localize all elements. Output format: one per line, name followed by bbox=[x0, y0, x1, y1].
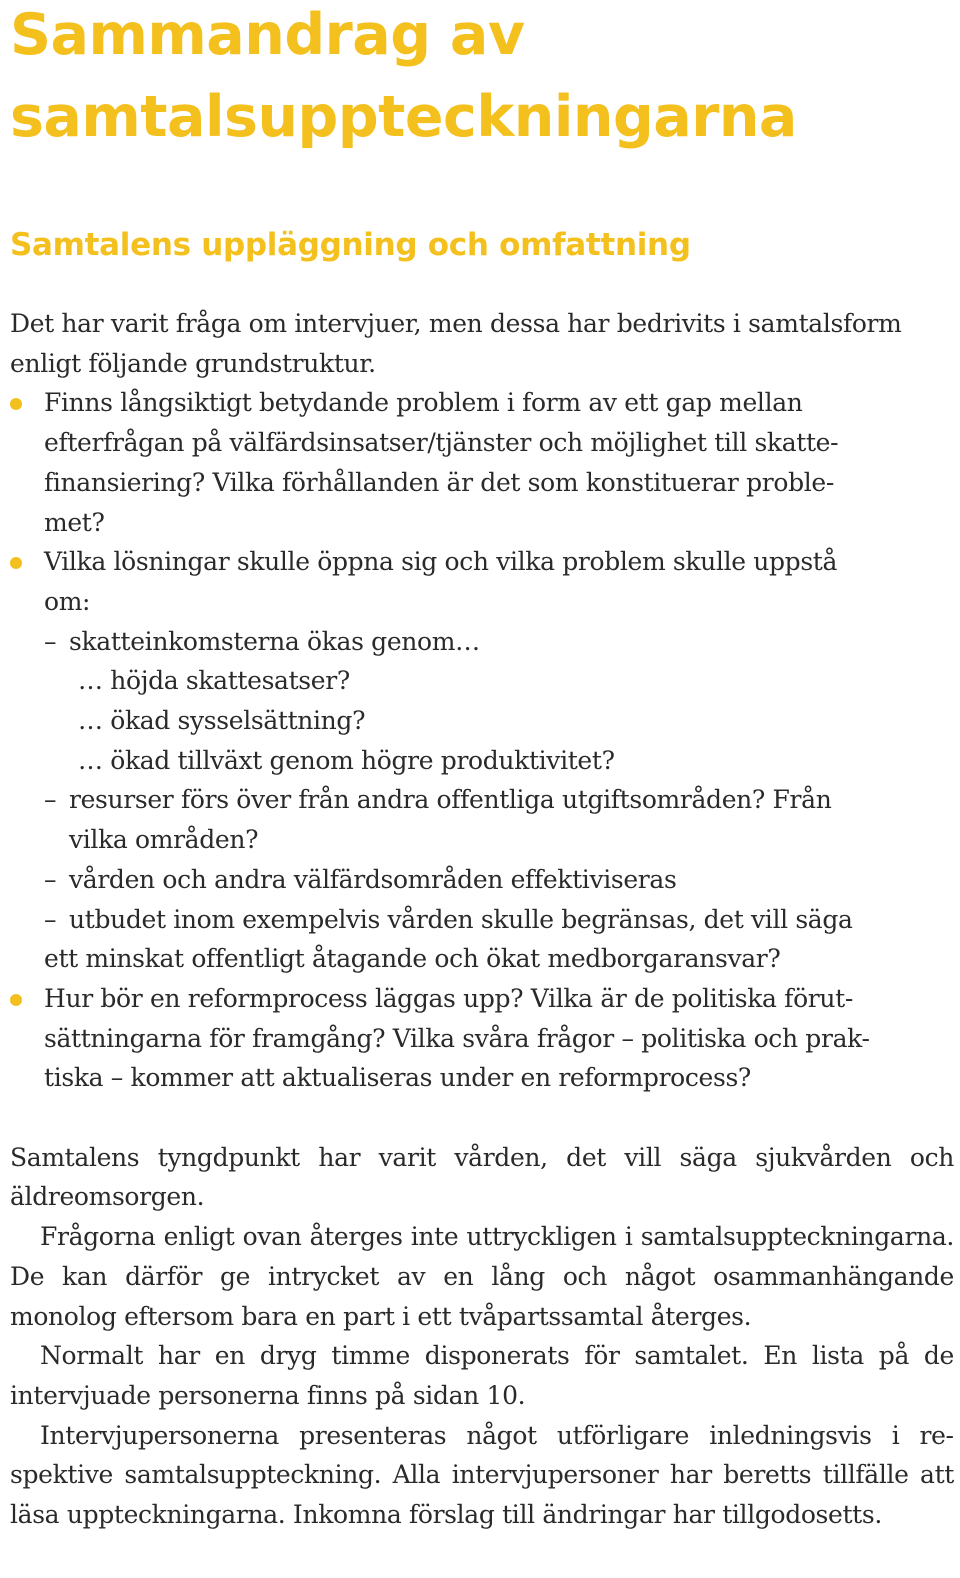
dash-item-4-line-1: utbudet inom exempelvis vården skulle begränsas, det vill säga bbox=[69, 904, 853, 934]
body-text bbox=[10, 304, 954, 1535]
page-title-line2: samtalsuppteckningarna bbox=[10, 84, 797, 150]
bullet-2-line-1: Vilka lösningar skulle öppna sig och vilka problem skulle uppstå bbox=[44, 547, 838, 577]
bullet-dot-icon bbox=[10, 398, 22, 410]
page-title bbox=[10, 0, 797, 158]
dash-item-2-line-2: vilka områden? bbox=[69, 825, 259, 855]
dash-mark: – bbox=[44, 785, 57, 815]
bullet-3-line-1: Hur bör en reformprocess läggas upp? Vilka är de politiska förut- bbox=[44, 983, 853, 1013]
dash-mark: – bbox=[44, 904, 57, 934]
bullet-3-line-2: sättningarna för framgång? Vilka svåra frågor – politiska och prak- bbox=[44, 1023, 870, 1053]
dash-item-2 bbox=[10, 780, 954, 820]
bullet-item-1 bbox=[10, 383, 954, 542]
intro-line2: enligt följande grundstruktur. bbox=[10, 348, 376, 378]
spacer bbox=[10, 1098, 954, 1138]
dash-item-4-line-2: ett minskat offentligt åtagande och ökat medborgaransvar? bbox=[44, 944, 781, 974]
sub-item-3: … ökad tillväxt genom högre produktivitet? bbox=[78, 745, 615, 775]
intro-paragraph bbox=[10, 304, 954, 383]
dash-item-3-text: vården och andra välfärdsområden effektiviseras bbox=[69, 864, 677, 894]
paragraph-3: Normalt har en dryg timme disponerats för samtalet. En lista på de intervjuade personerna finns på sidan 10. bbox=[10, 1341, 954, 1410]
bullet-1-line-3: finansiering? Vilka förhållanden är det som konstituerar proble- bbox=[44, 467, 834, 497]
dash-item-3 bbox=[10, 860, 954, 900]
sub-item-2: … ökad sysselsättning? bbox=[78, 706, 366, 736]
section-heading: Samtalens uppläggning och omfattning bbox=[10, 227, 691, 263]
bullet-1-line-4: met? bbox=[44, 507, 105, 537]
bullet-1-line-2: efterfrågan på välfärdsinsatser/tjänster och möjlighet till skatte- bbox=[44, 428, 839, 458]
dash-item-1-text: skatteinkomsterna ökas genom… bbox=[69, 626, 480, 656]
dash-mark: – bbox=[44, 626, 57, 656]
paragraph-2: Frågorna enligt ovan återges inte uttryckligen i samtalsuppteckningarna. De kan därför ge intrycket av en lång och något osammanhängande monolog eftersom bara en part i ett tvåpartssamtal återges. bbox=[10, 1222, 954, 1331]
bullet-item-3 bbox=[10, 979, 954, 1098]
sub-item-1: … höjda skattesatser? bbox=[78, 666, 350, 696]
dash-item-1 bbox=[10, 622, 954, 662]
bullet-item-2 bbox=[10, 542, 954, 621]
paragraph-4: Intervjupersonerna presenteras något utförligare inledningsvis i respektive samtalsuppteckning. Alla intervjupersoner har beretts tillfälle att läsa uppteckningarna. Inkomna förslag till ändringar har tillgodosetts. bbox=[10, 1420, 954, 1530]
bullet-1-line-1: Finns långsiktigt betydande problem i form av ett gap mellan bbox=[44, 388, 803, 418]
dash-item-2-line-1: resurser förs över från andra offentliga utgiftsområden? Från bbox=[69, 785, 832, 815]
page-title-line1: Sammandrag av bbox=[10, 2, 525, 68]
intro-line1: Det har varit fråga om intervjuer, men dessa har bedrivits i samtalsform bbox=[10, 309, 902, 338]
bullet-dot-icon bbox=[10, 557, 22, 569]
dash-item-4 bbox=[10, 900, 954, 940]
dash-mark: – bbox=[44, 864, 57, 894]
bullet-dot-icon bbox=[10, 994, 22, 1006]
bullet-2-line-2: om: bbox=[44, 586, 91, 616]
bullet-3-line-3: tiska – kommer att aktualiseras under en reformprocess? bbox=[44, 1063, 751, 1093]
paragraph-1: Samtalens tyngdpunkt har varit vården, det vill säga sjukvården och äldreomsorgen. bbox=[10, 1142, 954, 1212]
